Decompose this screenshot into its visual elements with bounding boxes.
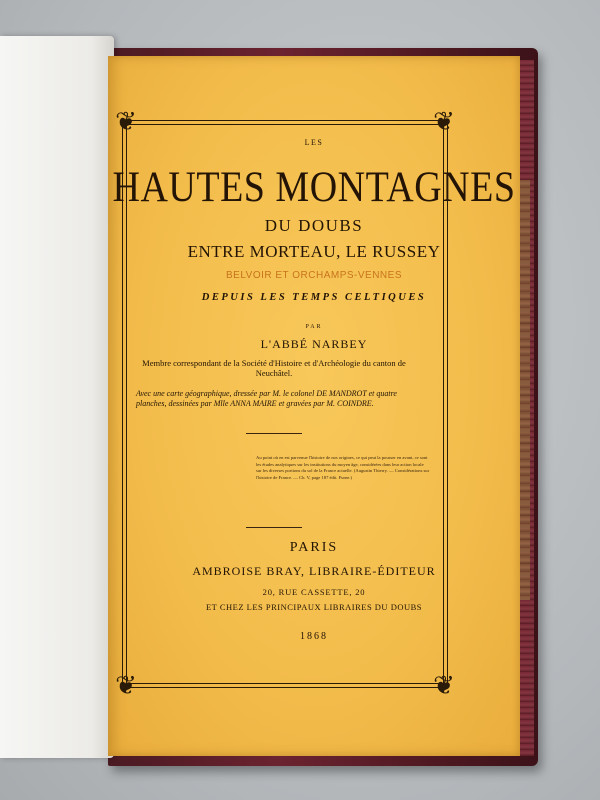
divider-rule	[246, 527, 302, 528]
left-page	[0, 36, 114, 758]
subtitle-doubs: DU DOUBS	[264, 216, 364, 235]
divider-rule	[246, 433, 302, 434]
publication-year: 1868	[300, 631, 328, 642]
publisher-address: 20, RUE CASSETTE, 20	[262, 587, 366, 597]
author-name: L'ABBÉ NARBEY	[260, 337, 368, 351]
par-label: PAR	[305, 324, 323, 330]
article-les: LES	[304, 138, 324, 147]
author-membership: Membre correspondant de la Société d'Histoire et d'Archéologie du canton de Neuchâtel.	[142, 358, 406, 378]
fleuron-icon: ❦	[115, 107, 137, 136]
publication-city: PARIS	[289, 540, 339, 555]
epigraph-quote: Au point où en est parvenue l'histoire de nos origines, ce qui peut la pousser en avant, ce sont les études analytiques sur les institutions du moyen âge, considérées dans leur action locale sur les diverses portions du sol de la France actuelle. (Augustin Thierry. — Considérations sur l'histoire de France. — Ch. V, page 187 édit. Furne.)	[256, 455, 430, 480]
title-page	[108, 56, 520, 756]
publisher-name: AMBROISE BRAY, LIBRAIRE-ÉDITEUR	[192, 564, 436, 578]
subtitle-depuis: DEPUIS LES TEMPS CELTIQUES	[201, 292, 427, 303]
fleuron-icon: ❦	[433, 671, 455, 700]
main-title: HAUTES MONTAGNES	[112, 163, 516, 212]
fleuron-icon: ❦	[115, 671, 137, 700]
also-sold-note: ET CHEZ LES PRINCIPAUX LIBRAIRES DU DOUBS	[205, 602, 423, 612]
fleuron-icon: ❦	[433, 107, 455, 136]
subtitle-entre: ENTRE MORTEAU, LE RUSSEY	[187, 242, 441, 261]
map-note: Avec une carte géographique, dressée par M. le colonel DE MANDROT et quatre planches, dessinées par Mlle ANNA MAIRE et gravées par M. COINDRE.	[136, 389, 397, 408]
subtitle-belvoir: BELVOIR ET ORCHAMPS-VENNES	[226, 270, 402, 281]
